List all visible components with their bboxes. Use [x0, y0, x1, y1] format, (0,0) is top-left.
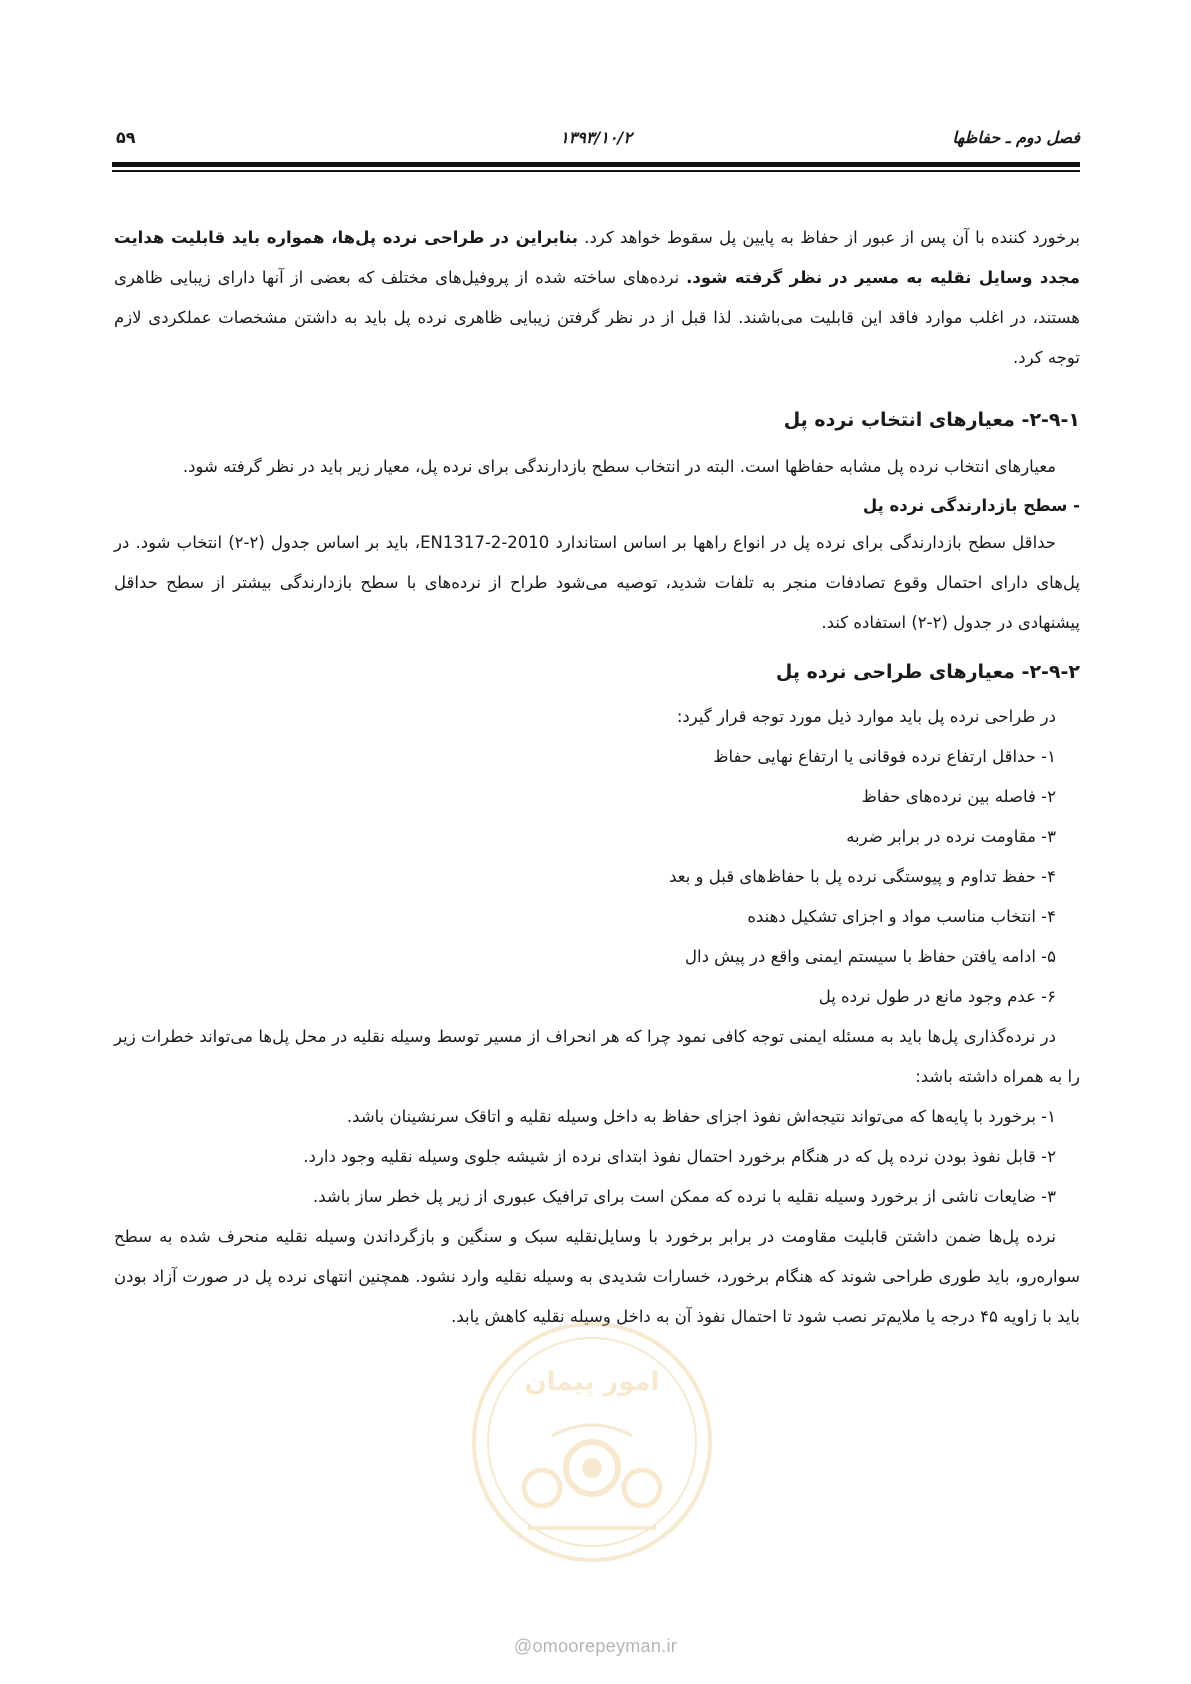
watermark-logo-text: امور پیمان	[524, 1367, 660, 1397]
list-item: ۲- قابل نفوذ بودن نرده پل که در هنگام برخورد احتمال نفوذ ابتدای نرده از شیشه جلوی وسیله نقلیه وجود دارد.	[303, 1147, 1056, 1166]
list-item: ۳- ضایعات ناشی از برخورد وسیله نقلیه با نرده که ممکن است برای ترافیک عبوری از زیر پل خطر ساز باشد.	[313, 1187, 1056, 1206]
watermark-logo	[468, 1318, 716, 1566]
section1-subheading: - سطح بازدارندگی نرده پل	[862, 496, 1080, 515]
section1-standard-paragraph: حداقل سطح بازدارندگی برای نرده پل در انواع راهها بر اساس استاندارد EN1317-2-2010، باید بر اساس جدول (۲-۲) انتخاب شود. در پل‌های دارای احتمال وقوع تصادفات منجر به تلفات شدید، توصیه می‌شود طراح از نرده‌های با سطح بازدارندگی بیشتر از سطح حداقل پیشنهادی در جدول (۲-۲) استفاده کند.	[114, 533, 1080, 632]
section2-lead: در طراحی نرده پل باید موارد ذیل مورد توجه قرار گیرد:	[676, 707, 1056, 726]
hazards-paragraph: در نرده‌گذاری پل‌ها باید به مسئله ایمنی توجه کافی نمود چرا که هر انحراف از مسیر توسط وسیله نقلیه در محل پل‌ها می‌تواند خطرات زیر را به همراه داشته باشد:	[114, 1027, 1080, 1086]
section2-heading: ۲-۹-۲- معیارهای طراحی نرده پل	[775, 661, 1080, 683]
watermark-site: @omoorepeyman.ir	[513, 1636, 678, 1656]
header-date: ۱۳۹۳/۱۰/۲	[560, 128, 632, 147]
criteria-list	[114, 737, 1080, 1017]
list-item: ۲- فاصله بین نرده‌های حفاظ	[861, 787, 1056, 806]
list-item: ۶- عدم وجود مانع در طول نرده پل	[818, 987, 1056, 1006]
chapter-title: فصل دوم ـ حفاظها	[952, 128, 1080, 147]
intro-text-1: برخورد کننده با آن پس از عبور از حفاظ به پایین پل سقوط خواهد کرد.	[577, 228, 1081, 247]
list-item: ۴- حفظ تداوم و پیوستگی نرده پل با حفاظ‌های قبل و بعد	[669, 867, 1056, 886]
page-header	[112, 128, 1080, 158]
header-rule-thick	[112, 162, 1080, 167]
page-content	[114, 218, 1080, 1337]
list-item: ۵- ادامه یافتن حفاظ با سیستم ایمنی واقع در پیش دال	[685, 947, 1056, 966]
intro-paragraph	[114, 218, 1080, 378]
hazards-list	[114, 1097, 1080, 1217]
final-paragraph: نرده پل‌ها ضمن داشتن قابلیت مقاومت در برابر برخورد با وسایل‌نقلیه سبک و سنگین و بازگرداندن وسیله نقلیه منحرف شده به سطح سواره‌رو، باید طوری طراحی شوند که هنگام برخورد، خسارات شدیدی به وسیله نقلیه وارد نشود. همچنین انتهای نرده پل در صورت آزاد بودن باید با زاویه ۴۵ درجه یا ملایم‌تر نصب شود تا احتمال نفوذ آن به داخل وسیله نقلیه کاهش یابد.	[114, 1227, 1080, 1326]
list-item: ۴- انتخاب مناسب مواد و اجزای تشکیل دهنده	[747, 907, 1056, 926]
list-item: ۱- حداقل ارتفاع نرده فوقانی یا ارتفاع نهایی حفاظ	[713, 747, 1056, 766]
intro-text-2: نرده‌های ساخته شده از پروفیل‌های مختلف که بعضی از آنها دارای زیبایی ظاهری هستند، در اغلب موارد فاقد این قابلیت می‌باشند. لذا قبل از در نظر گرفتن زیبایی ظاهری نرده پل باید به داشتن مشخصات عملکردی لازم توجه کرد.	[114, 268, 1080, 367]
page-number: ۵۹	[116, 128, 136, 147]
section1-paragraph: معیارهای انتخاب نرده پل مشابه حفاظها است. البته در انتخاب سطح بازدارندگی برای نرده پل، معیار زیر باید در نظر گرفته شود.	[182, 457, 1056, 476]
header-rule-thin	[112, 170, 1080, 172]
list-item: ۱- برخورد با پایه‌ها که می‌تواند نتیجه‌اش نفوذ اجزای حفاظ به داخل وسیله نقلیه و اتاقک سرنشینان باشد.	[346, 1107, 1056, 1126]
intro-bold-text: بنابراین در طراحی نرده پل‌ها، همواره باید قابلیت هدایت مجدد وسایل نقلیه به مسیر در نظر گرفته شود.	[114, 228, 1081, 287]
list-item: ۳- مقاومت نرده در برابر ضربه	[846, 827, 1056, 846]
section1-heading: ۲-۹-۱- معیارهای انتخاب نرده پل	[783, 409, 1080, 431]
